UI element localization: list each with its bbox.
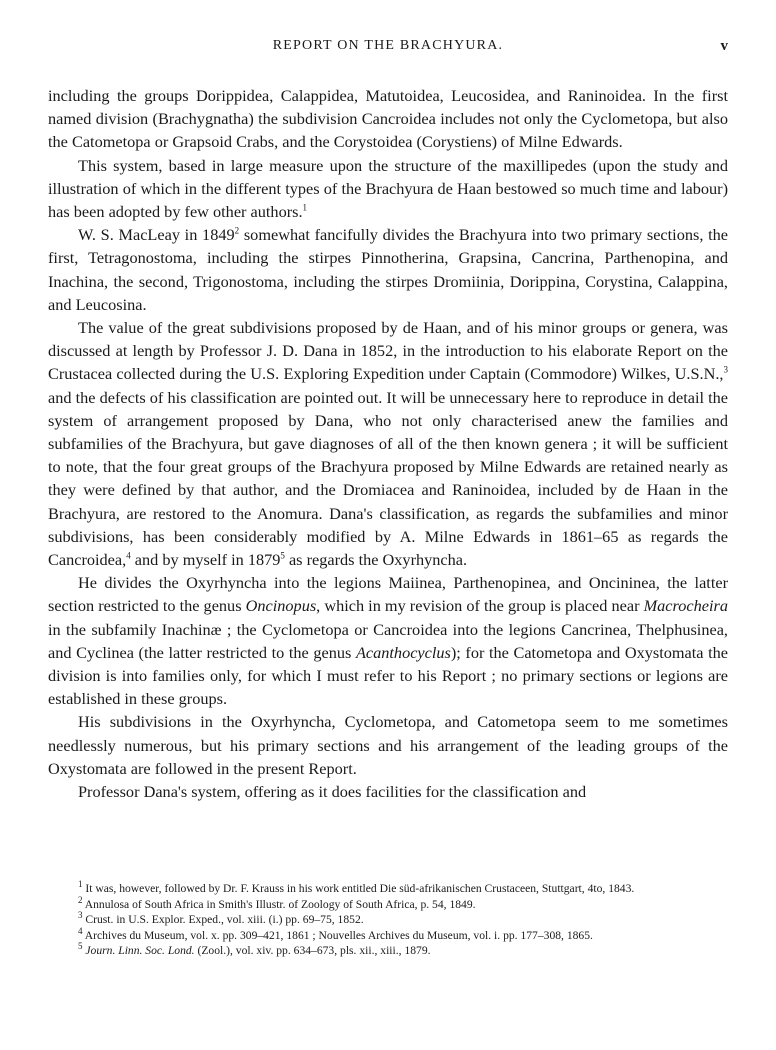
footnote-text: Archives du Museum, vol. x. pp. 309–421, 1861 ; Nouvelles Archives du Museum, vol. i. pp. 177–308, 1865. [82,928,593,942]
footnote-text: Annulosa of South Africa in Smith's Illustr. of Zoology of South Africa, p. 54, 1849. [82,897,476,911]
journal-title: Journ. Linn. Soc. Lond. [82,944,195,958]
footnote-mark: 1 [78,879,83,890]
paragraph-text: Professor Dana's system, offering as it does facilities for the classification and [78,782,587,802]
paragraph-text: He divides the Oxyrhyncha into the legions Maiinea, Parthenopinea, and Oncininea, the latter section restricted to the genus [48,573,728,616]
paragraph-text: in the subfamily Inachinæ ; the Cyclometopa or Cancroidea into the legions Cancrinea, Thelphusinea, and Cyclinea (the latter restricted to the genus [48,619,728,662]
page-number: v [720,38,728,54]
footnote-3 [48,912,728,928]
footnote-text: (Zool.), vol. xiv. pp. 634–673, pls. xii., xiii., 1879. [194,944,431,958]
footnote-mark: 5 [78,941,83,952]
paragraph-3 [48,223,728,316]
footnote-mark: 2 [78,894,83,905]
paragraph-text: and the defects of his classification are pointed out. It will be unnecessary here to reproduce in detail the system of arrangement proposed by Dana, who not only characterised anew the families and subfamilies of the Brachyura, but gave diagnoses of all of the then known genera ; it will be sufficient to note, that the four great groups of the Brachyura proposed by Milne Edwards are retained nearly as they were defined by that author, and the Dromiacea and Raninoidea, included by de Haan in the Brachyura, are restored to the Anomura. Dana's classification, as regards the subfamilies and minor subdivisions, has been considerably modified by A. Milne Edwards in 1861–65 as regards the Cancroidea, [48,387,728,570]
paragraph-text: ); for the Catometopa and Oxystomata the division is into families only, for which I must refer to his Report ; no primary sections or legions are established in these groups. [48,642,728,709]
footnote-ref[interactable]: 4 [126,550,131,561]
footnote-ref[interactable]: 5 [280,550,285,561]
paragraph-5 [48,571,728,710]
paragraph-text: , which in my revision of the group is placed near [316,596,644,616]
paragraph-6 [48,710,728,780]
footnote-2 [48,894,728,913]
running-title: REPORT ON THE BRACHYURA. [272,38,504,53]
footnotes [48,881,728,959]
footnote-mark: 3 [78,910,83,921]
footnote-text: Crust. in U.S. Explor. Exped., vol. xiii. (i.) pp. 69–75, 1852. [82,913,364,927]
footnote-5 [48,943,728,959]
paragraph-text: W. S. MacLeay in 1849 [78,225,235,245]
paragraph-text: His subdivisions in the Oxyrhyncha, Cyclometopa, and Catometopa seem to me sometimes needlessly numerous, but his primary sections and his arrangement of the leading groups of the Oxystomata are followed in the present Report. [48,712,728,778]
genus-name: Macrocheira [643,596,729,616]
paragraph-text: The value of the great subdivisions proposed by de Haan, and of his minor groups or genera, was discussed at length by Professor J. D. Dana in 1852, in the introduction to his elaborate Report on the Crustacea collected during the U.S. Exploring Expedition under Captain (Commodore) Wilkes, U.S.N., [48,318,728,384]
footnote-ref[interactable]: 3 [723,365,728,376]
paragraph-text: This system, based in large measure upon the structure of the maxillipedes (upon the study and illustration of which in the different types of the Brachyura de Haan bestowed so much time and labour) has been adopted by few other authors. [48,155,728,222]
footnote-text: It was, however, followed by Dr. F. Krauss in his work entitled Die süd-afrikanischen Crustaceen, Stuttgart, 4to, 1843. [82,882,635,895]
paragraph-1 [48,84,728,154]
footnote-ref[interactable]: 1 [302,202,308,213]
paragraph-7 [48,780,728,803]
paragraph-text: including the groups Dorippidea, Calappidea, Matutoidea, Leucosidea, and Raninoidea. In the first named division (Brachygnatha) the subdivision Cancroidea includes not only the Cyclometopa, but also the Catometopa or Grapsoid Crabs, and the Corystoidea (Corystiens) of Milne Edwards. [48,86,728,152]
footnote-mark: 4 [78,925,83,936]
paragraph-2 [48,154,728,224]
paragraph-4 [48,316,728,571]
footnote-ref[interactable]: 2 [234,225,240,236]
paragraph-text: somewhat fancifully divides the Brachyura into two primary sections, the first, Tetragonostoma, including the stirpes Pinnotherina, Grapsina, Cancrina, Parthenopina, and Inachina, the second, Trigonostoma, including the stirpes Dromiinia, Dorippina, Corystina, Calappina, and Leucosina. [48,225,729,314]
genus-name: Acanthocyclus [355,642,451,662]
footnote-1 [48,881,728,897]
running-header [48,38,728,58]
paragraph-text: as regards the Oxyrhyncha. [284,550,468,570]
genus-name: Oncinopus [245,596,317,616]
footnote-4 [48,925,728,944]
paragraph-text: and by myself in 1879 [130,550,281,570]
main-text [48,84,728,803]
